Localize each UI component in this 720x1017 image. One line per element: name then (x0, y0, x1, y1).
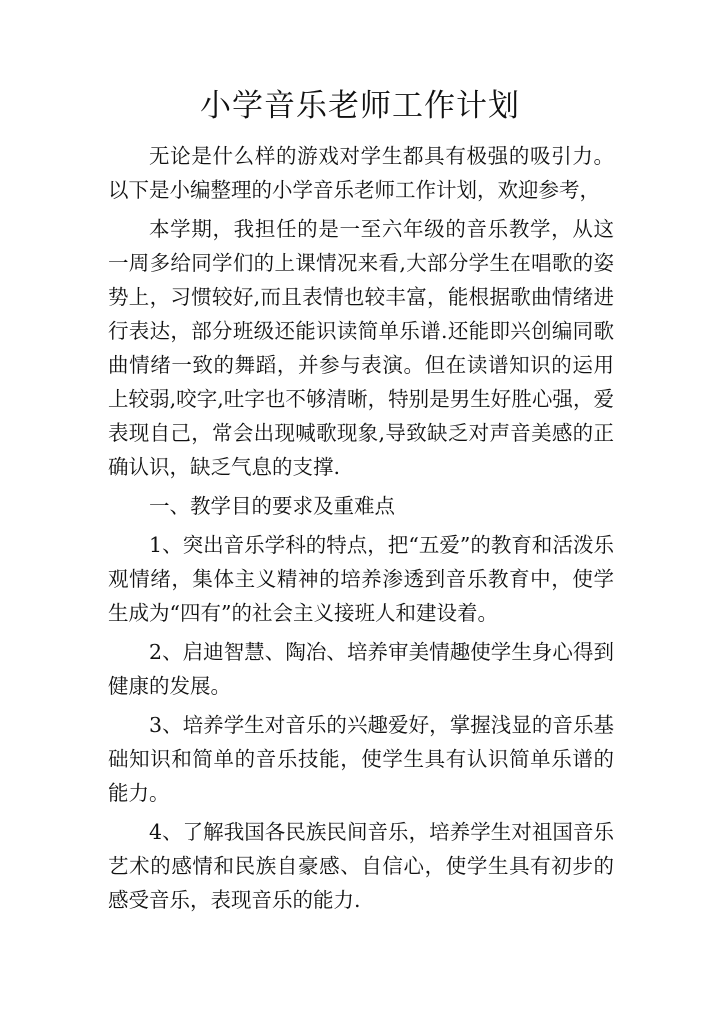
intro-paragraph: 无论是什么样的游戏对学生都具有极强的吸引力。以下是小编整理的小学音乐老师工作计划，欢迎参考， (108, 144, 614, 202)
goal-item-4: 4、了解我国各民族民间音乐，培养学生对祖国音乐艺术的感情和民族自豪感、自信心，使学生具有初步的感受音乐，表现音乐的能力. (108, 820, 614, 912)
goal-item-1: 1、突出音乐学科的特点，把“五爱”的教育和活泼乐观情绪，集体主义精神的培养渗透到音乐教育中，使学生成为“四有”的社会主义接班人和建设着。 (108, 533, 614, 625)
goal-item-3: 3、培养学生对音乐的兴趣爱好，掌握浅显的音乐基础知识和简单的音乐技能，使学生具有认识简单乐谱的能力。 (108, 713, 614, 805)
situation-paragraph: 本学期，我担任的是一至六年级的音乐教学，从这一周多给同学们的上课情况来看,大部分学生在唱歌的姿势上，习惯较好,而且表情也较丰富，能根据歌曲情绪进行表达，部分班级还能识读简单乐谱.还能即兴创编同歌曲情绪一致的舞蹈，并参与表演。但在读谱知识的运用上较弱,咬字,吐字也不够清晰，特别是男生好胜心强，爱表现自己，常会出现喊歌现象,导致缺乏对声音美感的正确认识，缺乏气息的支撑. (108, 217, 614, 479)
document-title: 小学音乐老师工作计划 (200, 88, 520, 124)
goal-item-2: 2、启迪智慧、陶冶、培养审美情趣使学生身心得到健康的发展。 (108, 640, 614, 698)
section-heading: 一、教学目的要求及重难点 (149, 494, 395, 518)
document-body (108, 139, 614, 922)
